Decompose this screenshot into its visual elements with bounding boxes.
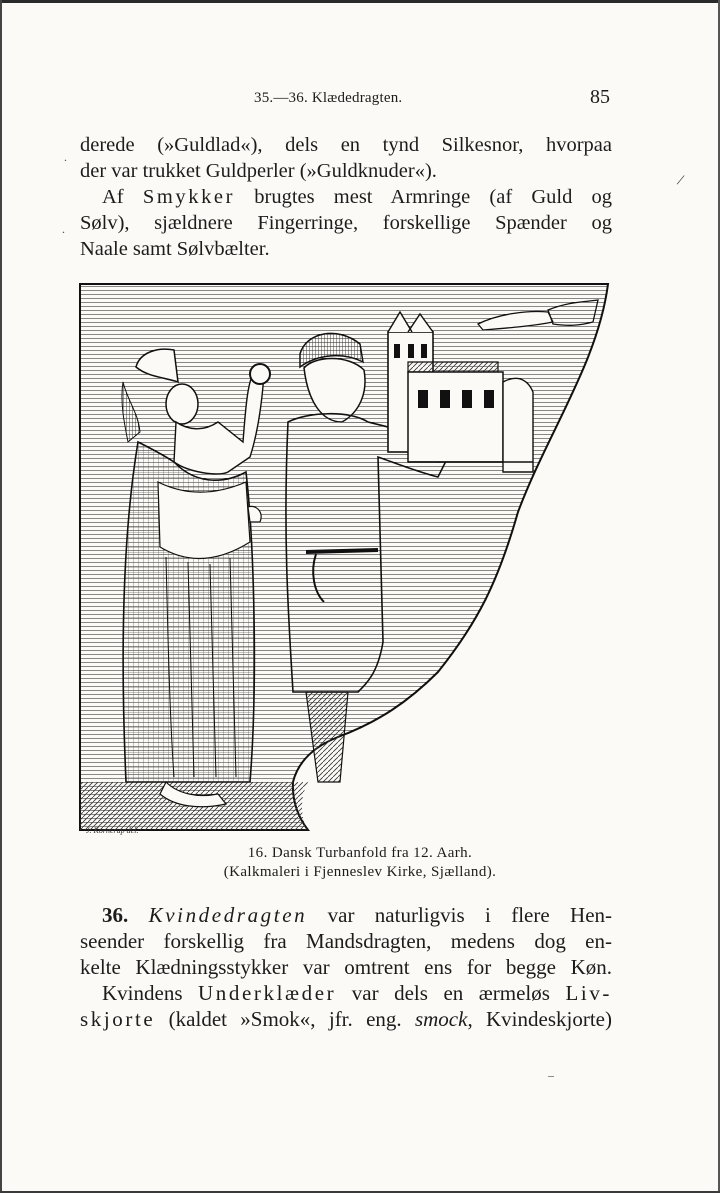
- section-heading-line: [102, 902, 612, 928]
- wall-painting-illustration: [78, 282, 610, 834]
- print-speck: ‒: [548, 1068, 554, 1082]
- section-number: 36.: [102, 903, 129, 927]
- text-line: derede (»Guldlad«), dels en tynd Silkesnor, hvorpaa: [80, 134, 612, 156]
- text-fragment: Kvindens: [102, 981, 183, 1005]
- spaced-term: Liv-: [565, 981, 613, 1005]
- print-speck: .: [64, 150, 67, 164]
- spaced-term: Underklæder: [198, 981, 337, 1005]
- spaced-term: Smykker: [142, 186, 236, 208]
- spaced-term: skjorte: [80, 1007, 156, 1031]
- artist-signature: J. Kornerup del.: [86, 826, 139, 835]
- page-left-edge: [0, 0, 2, 1193]
- page-top-edge: [0, 0, 720, 3]
- margin-mark: /: [675, 171, 686, 190]
- section-title: Kvindedragten: [148, 903, 308, 927]
- text-line: seender forskellig fra Mandsdragten, medens dog en-: [80, 929, 612, 953]
- text-fragment: var dels en ærmeløs: [351, 981, 550, 1005]
- running-head: 35.—36. Klædedragten.: [254, 90, 403, 106]
- print-speck: .: [62, 222, 65, 236]
- text-fragment: brugtes mest Armringe (af Guld og: [254, 186, 613, 208]
- figure-caption-source: (Kalkmaleri i Fjenneslev Kirke, Sjælland).: [223, 864, 497, 880]
- text-line: Naale samt Sølvbælter.: [80, 238, 270, 260]
- text-line: Sølv), sjældnere Fingerringe, forskellige Spænder og: [80, 212, 612, 234]
- figure-caption-title: 16. Dansk Turbanfold fra 12. Aarh.: [247, 845, 473, 861]
- text-fragment: (kaldet »Smok«, jfr. eng.: [168, 1007, 402, 1031]
- page-number: 85: [590, 86, 610, 108]
- text-line: der var trukket Guldperler (»Guldknuder«).: [80, 160, 437, 182]
- italic-term: smock: [414, 1007, 468, 1031]
- text-line: [80, 1006, 612, 1032]
- text-fragment: var naturligvis i flere Hen-: [327, 903, 613, 927]
- text-fragment: , Kvindeskjorte): [467, 1007, 612, 1031]
- text-line: [102, 980, 612, 1006]
- text-line: [102, 184, 612, 210]
- text-fragment: Af: [102, 186, 124, 208]
- text-line: kelte Klædningsstykker var omtrent ens for begge Køn.: [80, 955, 612, 979]
